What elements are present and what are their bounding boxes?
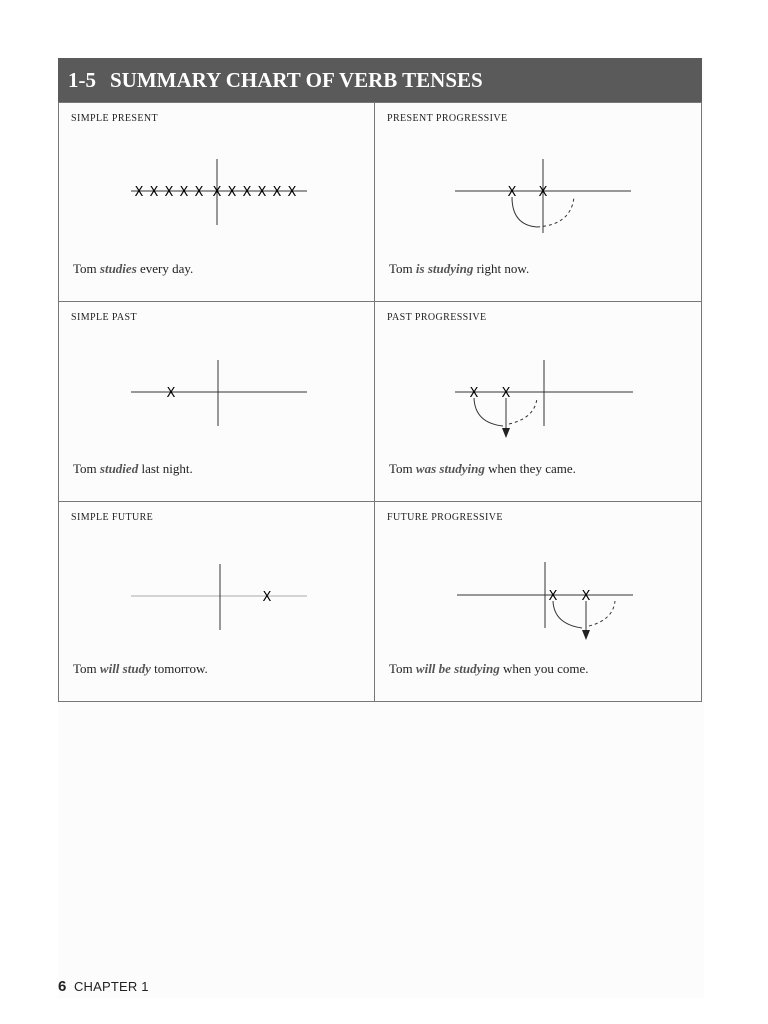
tense-label: PAST PROGRESSIVE bbox=[387, 312, 487, 323]
x-mark: X bbox=[501, 386, 511, 401]
x-mark: X bbox=[548, 589, 558, 604]
cell-simple-future bbox=[59, 502, 375, 701]
sentence-rest: when they came. bbox=[488, 461, 576, 476]
x-mark: X bbox=[538, 185, 548, 200]
sentence-subject: Tom bbox=[389, 461, 413, 476]
verb-tense-chart bbox=[58, 102, 702, 702]
x-mark: X bbox=[242, 185, 252, 200]
sentence-subject: Tom bbox=[389, 261, 413, 276]
x-mark: X bbox=[507, 185, 517, 200]
cell-future-progressive bbox=[375, 502, 701, 701]
x-mark: X bbox=[581, 589, 591, 604]
sentence-rest: every day. bbox=[140, 261, 194, 276]
tense-label: SIMPLE FUTURE bbox=[71, 512, 154, 523]
cell-simple-present bbox=[59, 103, 375, 302]
sentence-rest: right now. bbox=[476, 261, 530, 276]
x-mark: X bbox=[194, 185, 204, 200]
example-sentence bbox=[73, 461, 193, 477]
sentence-rest: last night. bbox=[141, 461, 193, 476]
section-title: SUMMARY CHART OF VERB TENSES bbox=[110, 67, 483, 92]
sentence-subject: Tom bbox=[389, 661, 413, 676]
sentence-subject: Tom bbox=[73, 661, 97, 676]
sentence-subject: Tom bbox=[73, 461, 97, 476]
example-sentence bbox=[389, 461, 576, 477]
example-sentence bbox=[73, 661, 208, 677]
cell-simple-past bbox=[59, 302, 375, 502]
section-header bbox=[58, 58, 702, 102]
tense-label: SIMPLE PAST bbox=[71, 312, 137, 323]
x-mark: X bbox=[227, 185, 237, 200]
x-mark: X bbox=[164, 185, 174, 200]
cell-present-progressive bbox=[375, 103, 701, 302]
example-sentence bbox=[73, 261, 193, 277]
sentence-verb: was studying bbox=[415, 461, 485, 476]
sentence-verb: is studying bbox=[415, 261, 474, 276]
cell-past-progressive bbox=[375, 302, 701, 502]
page-number: 6 bbox=[58, 978, 67, 995]
x-mark: X bbox=[166, 386, 176, 401]
sentence-verb: will be studying bbox=[415, 661, 500, 676]
x-mark: X bbox=[257, 185, 267, 200]
x-mark: X bbox=[272, 185, 282, 200]
section-number: 1-5 bbox=[68, 67, 96, 92]
sentence-verb: studied bbox=[99, 461, 139, 476]
tense-label: PRESENT PROGRESSIVE bbox=[387, 113, 508, 124]
x-mark: X bbox=[262, 590, 272, 605]
chapter-label: CHAPTER 1 bbox=[73, 979, 149, 994]
x-mark: X bbox=[287, 185, 297, 200]
tense-label: FUTURE PROGRESSIVE bbox=[387, 512, 503, 523]
page-footer bbox=[58, 978, 149, 995]
example-sentence bbox=[389, 261, 529, 277]
sentence-rest: when you come. bbox=[502, 661, 589, 676]
x-mark: X bbox=[149, 185, 159, 200]
sentence-verb: will study bbox=[99, 661, 151, 676]
x-mark: X bbox=[179, 185, 189, 200]
x-mark: X bbox=[134, 185, 144, 200]
tense-label: SIMPLE PRESENT bbox=[71, 113, 159, 124]
x-mark: X bbox=[469, 386, 479, 401]
sentence-subject: Tom bbox=[73, 261, 97, 276]
example-sentence bbox=[389, 661, 589, 677]
sentence-verb: studies bbox=[99, 261, 137, 276]
sentence-rest: tomorrow. bbox=[154, 661, 208, 676]
x-mark: X bbox=[212, 185, 222, 200]
